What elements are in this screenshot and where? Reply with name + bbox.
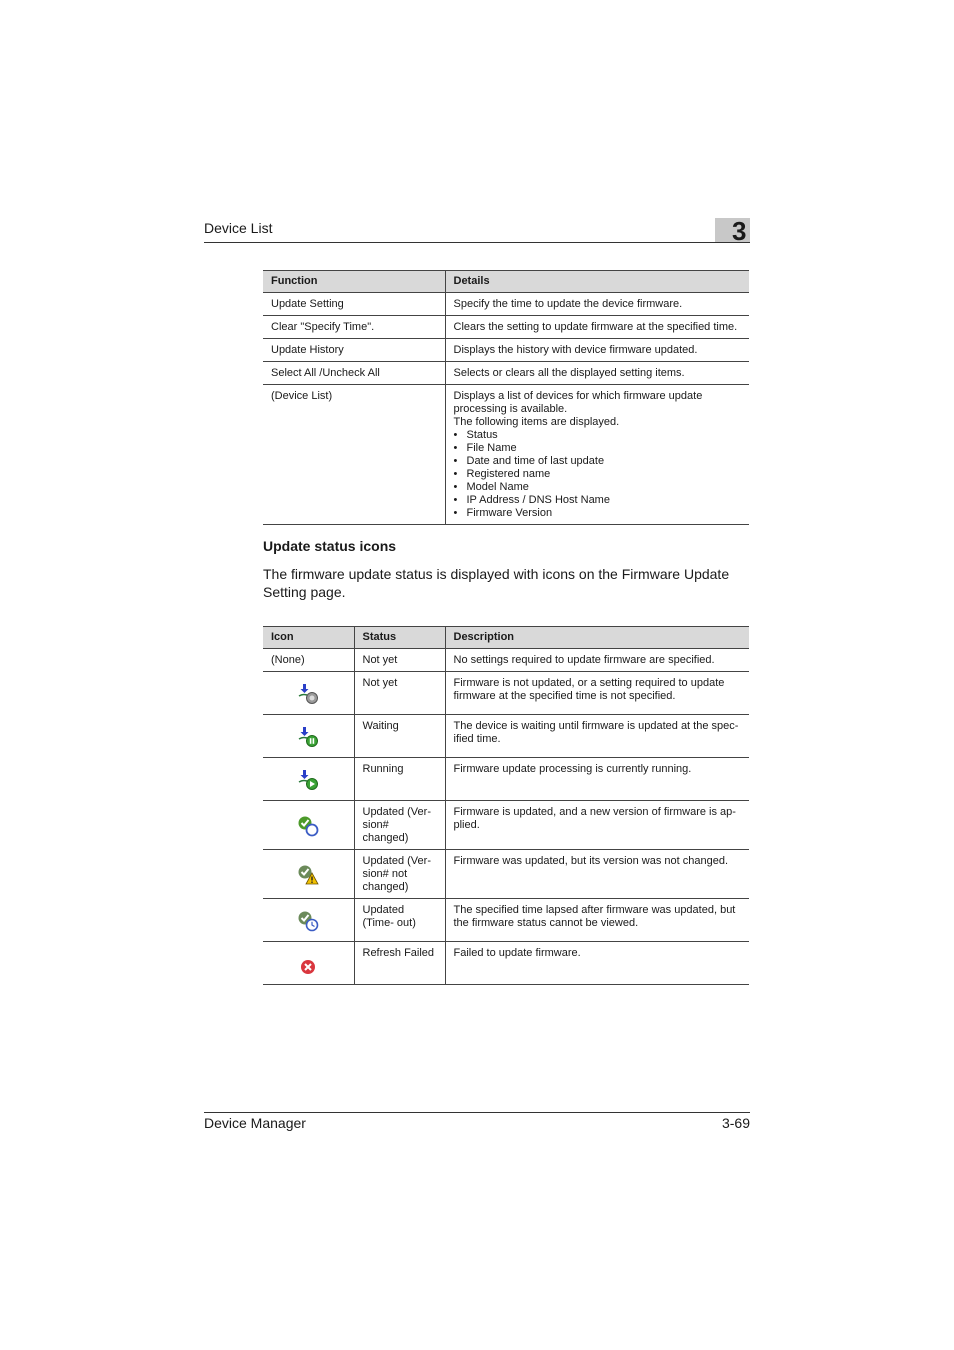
details-cell [445, 385, 749, 525]
error-x-icon [297, 953, 319, 975]
details-cell: Specify the time to update the device firmware. [445, 293, 749, 316]
function-table [263, 270, 749, 525]
table-row [263, 850, 749, 899]
details-cell: Selects or clears all the displayed setting items. [445, 362, 749, 385]
list-item: • Registered name [467, 468, 742, 481]
function-cell: (Device List) [263, 385, 445, 525]
table-row [263, 758, 749, 801]
table-row [263, 293, 749, 316]
details-text: The following items are displayed. [453, 416, 620, 428]
icon-cell [263, 899, 354, 942]
status-cell: Updated (Ver- sion# changed) [354, 801, 445, 850]
table-row [263, 649, 749, 672]
footer-title: Device Manager [204, 1115, 306, 1131]
function-cell: Update History [263, 339, 445, 362]
footer-rule [204, 1112, 750, 1113]
table-row [263, 672, 749, 715]
details-text: Displays a list of devices for which firmware update processing is available. [453, 390, 703, 415]
table-row [263, 899, 749, 942]
icon-cell [263, 850, 354, 899]
list-item: • File Name [467, 442, 742, 455]
table-header-row [263, 627, 749, 649]
status-cell: Refresh Failed [354, 942, 445, 985]
status-cell: Not yet [354, 672, 445, 715]
description-cell: The specified time lapsed after firmware was updated, but the firmware status cannot be viewed. [445, 899, 749, 942]
check-timeout-icon [297, 910, 319, 932]
header-rule [204, 242, 750, 243]
table-row [263, 316, 749, 339]
function-cell: Clear "Specify Time". [263, 316, 445, 339]
icon-table [263, 626, 749, 985]
status-cell: Running [354, 758, 445, 801]
list-item: • Model Name [467, 481, 742, 494]
header-title: Device List [204, 220, 273, 236]
details-cell: Clears the setting to update firmware at the specified time. [445, 316, 749, 339]
table-row [263, 801, 749, 850]
table-row [263, 339, 749, 362]
function-cell: Update Setting [263, 293, 445, 316]
icon-cell: (None) [263, 649, 354, 672]
description-cell: The device is waiting until firmware is updated at the spec- ified time. [445, 715, 749, 758]
list-item: • Firmware Version [467, 507, 742, 520]
status-cell: Updated (Time- out) [354, 899, 445, 942]
list-item: • IP Address / DNS Host Name [467, 494, 742, 507]
status-cell: Waiting [354, 715, 445, 758]
column-header: Function [263, 271, 445, 293]
section-title: Update status icons [263, 538, 397, 554]
icon-cell [263, 715, 354, 758]
column-header: Status [354, 627, 445, 649]
description-cell: Firmware was updated, but its version was not changed. [445, 850, 749, 899]
details-cell: Displays the history with device firmware updated. [445, 339, 749, 362]
description-cell: Firmware is updated, and a new version of firmware is ap- plied. [445, 801, 749, 850]
icon-cell [263, 942, 354, 985]
download-pause-icon [297, 726, 319, 748]
description-cell: Firmware update processing is currently running. [445, 758, 749, 801]
column-header: Icon [263, 627, 354, 649]
table-header-row [263, 271, 749, 293]
page-number: 3-69 [721, 1115, 750, 1131]
icon-cell [263, 801, 354, 850]
check-version-changed-icon [297, 815, 319, 837]
status-cell: Not yet [354, 649, 445, 672]
description-cell: Failed to update firmware. [445, 942, 749, 985]
column-header: Details [445, 271, 749, 293]
column-header: Description [445, 627, 749, 649]
table-row [263, 362, 749, 385]
download-gray-circle-icon [297, 683, 319, 705]
list-item: • Status [467, 429, 742, 442]
description-cell: No settings required to update firmware are specified. [445, 649, 749, 672]
table-row [263, 942, 749, 985]
check-warning-icon [297, 864, 319, 886]
description-cell: Firmware is not updated, or a setting required to update firmware at the specified time is not specified. [445, 672, 749, 715]
bullet-list [454, 429, 742, 520]
icon-cell [263, 672, 354, 715]
table-row [263, 715, 749, 758]
chapter-number: 3 [732, 216, 747, 246]
table-row [263, 385, 749, 525]
function-cell: Select All /Uncheck All [263, 362, 445, 385]
status-cell: Updated (Ver- sion# not changed) [354, 850, 445, 899]
list-item: • Date and time of last update [467, 455, 742, 468]
section-paragraph: The firmware update status is displayed with icons on the Firmware Update Setting page. [263, 566, 730, 600]
icon-cell [263, 758, 354, 801]
download-running-icon [297, 769, 319, 791]
